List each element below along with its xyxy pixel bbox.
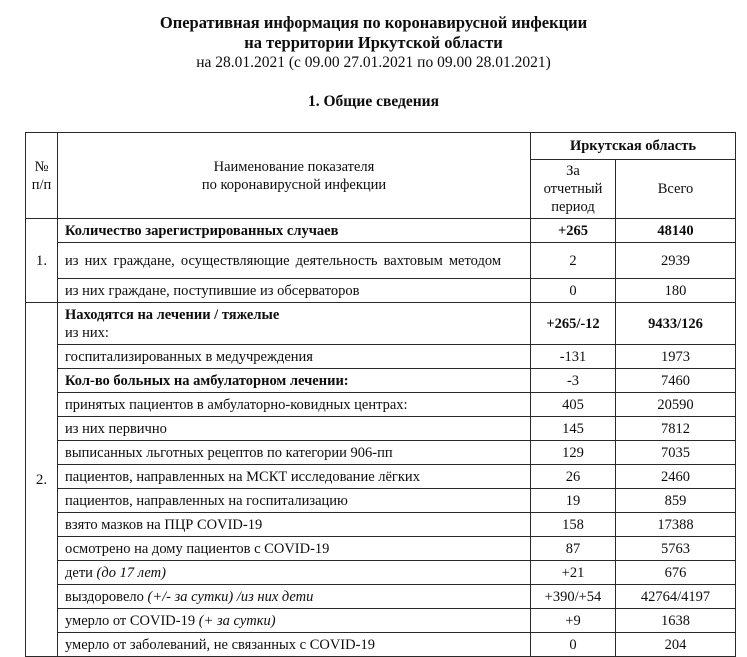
doc-title-line2: на территории Иркутской области bbox=[244, 33, 503, 52]
row-label-italic: (+ за сутки) bbox=[198, 612, 276, 629]
row-label-subtext: из них: bbox=[65, 324, 109, 341]
row-label: пациентов, направленных на МСКТ исследование лёгких bbox=[58, 465, 531, 489]
table-row bbox=[26, 441, 736, 465]
row-total-value: 1973 bbox=[616, 345, 736, 369]
table-row bbox=[26, 489, 736, 513]
row-total-value: 676 bbox=[616, 561, 736, 585]
table-row bbox=[26, 465, 736, 489]
row-total-value: 7035 bbox=[616, 441, 736, 465]
row-total-value: 20590 bbox=[616, 393, 736, 417]
row-total-value: 42764/4197 bbox=[616, 585, 736, 609]
row-label: умерло от заболеваний, не связанных с COVID-19 bbox=[58, 633, 531, 657]
doc-title-date-range: на 28.01.2021 (с 09.00 27.01.2021 по 09.00 28.01.2021) bbox=[196, 54, 551, 71]
row-label bbox=[58, 585, 531, 609]
row-label-italic: (+/- за сутки) /из них дети bbox=[147, 588, 314, 605]
col-header-period: За отчетный период bbox=[531, 160, 616, 219]
table-head bbox=[26, 133, 736, 219]
row-period-value: 19 bbox=[531, 489, 616, 513]
row-label: осмотрено на дому пациентов с COVID-19 bbox=[58, 537, 531, 561]
table-row bbox=[26, 243, 736, 279]
col-header-indicator-line1: Наименование показателя bbox=[213, 158, 375, 175]
row-label-text: Находятся на лечении / тяжелые bbox=[65, 306, 280, 323]
row-total-value: 48140 bbox=[616, 219, 736, 243]
table-row bbox=[26, 585, 736, 609]
row-period-value: 87 bbox=[531, 537, 616, 561]
row-total-value: 7460 bbox=[616, 369, 736, 393]
row-label: взято мазков на ПЦР COVID-19 bbox=[58, 513, 531, 537]
row-label: из них первично bbox=[58, 417, 531, 441]
row-period-value: +21 bbox=[531, 561, 616, 585]
row-label bbox=[58, 561, 531, 585]
row-label: Кол-во больных на амбулаторном лечении: bbox=[58, 369, 531, 393]
col-header-total: Всего bbox=[616, 160, 736, 219]
row-period-value: +390/+54 bbox=[531, 585, 616, 609]
col-header-num: № п/п bbox=[26, 133, 58, 219]
row-total-value: 180 bbox=[616, 279, 736, 303]
row-total-value: 17388 bbox=[616, 513, 736, 537]
table-row bbox=[26, 513, 736, 537]
col-header-indicator-line2: по коронавирусной инфекции bbox=[201, 176, 387, 193]
table-row bbox=[26, 345, 736, 369]
row-label-text: дети bbox=[65, 564, 97, 581]
row-period-value: 0 bbox=[531, 633, 616, 657]
row-label-text: умерло от COVID-19 bbox=[65, 612, 199, 629]
row-label: Количество зарегистрированных случаев bbox=[58, 219, 531, 243]
row-total-value: 7812 bbox=[616, 417, 736, 441]
row-label: из них граждане, осуществляющие деятельность вахтовым методом bbox=[58, 243, 531, 279]
row-total-value: 859 bbox=[616, 489, 736, 513]
row-period-value: 129 bbox=[531, 441, 616, 465]
document-header bbox=[0, 13, 747, 111]
row-period-value: 405 bbox=[531, 393, 616, 417]
doc-title-line1: Оперативная информация по коронавирусной инфекции bbox=[159, 13, 588, 32]
table-row bbox=[26, 303, 736, 345]
section-2-number: 2. bbox=[26, 303, 58, 657]
table-row bbox=[26, 369, 736, 393]
row-label-italic: (до 17 лет) bbox=[96, 564, 166, 581]
row-label: госпитализированных в медучреждения bbox=[58, 345, 531, 369]
table-row bbox=[26, 561, 736, 585]
table-row bbox=[26, 393, 736, 417]
table-row bbox=[26, 279, 736, 303]
row-period-value: -3 bbox=[531, 369, 616, 393]
table-row bbox=[26, 633, 736, 657]
section-heading: 1. Общие сведения bbox=[308, 93, 439, 110]
row-label-text: выздоровело bbox=[65, 588, 148, 605]
col-header-region: Иркутская область bbox=[531, 133, 736, 160]
row-total-value: 5763 bbox=[616, 537, 736, 561]
row-period-value: +9 bbox=[531, 609, 616, 633]
col-header-indicator bbox=[58, 133, 531, 219]
table-row bbox=[26, 219, 736, 243]
row-period-value: 0 bbox=[531, 279, 616, 303]
row-period-value: +265/-12 bbox=[531, 303, 616, 345]
table-row bbox=[26, 417, 736, 441]
row-period-value: +265 bbox=[531, 219, 616, 243]
covid-summary-table bbox=[25, 132, 736, 657]
row-label bbox=[58, 303, 531, 345]
row-period-value: 26 bbox=[531, 465, 616, 489]
row-total-value: 1638 bbox=[616, 609, 736, 633]
row-total-value: 204 bbox=[616, 633, 736, 657]
row-period-value: -131 bbox=[531, 345, 616, 369]
row-label bbox=[58, 609, 531, 633]
table-header-row-1 bbox=[26, 133, 736, 160]
row-label: принятых пациентов в амбулаторно-ковидных центрах: bbox=[58, 393, 531, 417]
row-label: пациентов, направленных на госпитализацию bbox=[58, 489, 531, 513]
row-period-value: 2 bbox=[531, 243, 616, 279]
row-label: выписанных льготных рецептов по категории 906-пп bbox=[58, 441, 531, 465]
row-period-value: 158 bbox=[531, 513, 616, 537]
row-label: из них граждане, поступившие из обсерваторов bbox=[58, 279, 531, 303]
table-row bbox=[26, 537, 736, 561]
table-body bbox=[26, 219, 736, 657]
row-period-value: 145 bbox=[531, 417, 616, 441]
row-total-value: 2460 bbox=[616, 465, 736, 489]
row-total-value: 9433/126 bbox=[616, 303, 736, 345]
table-row bbox=[26, 609, 736, 633]
section-1-number: 1. bbox=[26, 219, 58, 303]
row-total-value: 2939 bbox=[616, 243, 736, 279]
